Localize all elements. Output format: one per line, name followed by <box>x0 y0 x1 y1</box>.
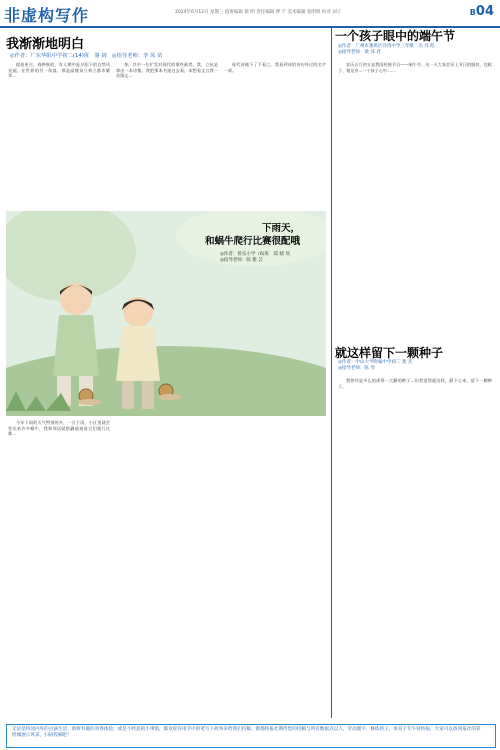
article-c-title: 就这样留下一颗种子 <box>335 346 444 360</box>
article-a-column-1: 提夜更吉，春种秋收，有人期中是夕阳下的自然风光画，在世界的另一角落，那是高楼耸立林立都市繁华... <box>8 62 110 79</box>
illustration-byline: ◎作者：侨乐小学（6)班 郑 晓 瑶 ◎指导老师：陈 雅 芸 <box>220 252 290 263</box>
submission-footer-text: 无论是校园内外的点滴生活、新鲜有趣的青春体验，或是不经意的小事情，都欢迎你用手中的笔写下故事来给我们投稿。渐都校报社期待您的投稿与所有数据点以人，劳动题字、修炼将王、体育千年牛特校报，大家可以找到报社的彩绘城展示风采，扫码投稿吧！ <box>12 727 481 738</box>
issue-meta: 2024年6月12日 星期三 值班编辑 蔡 明 责任编辑 曹 宁 美术编辑 张明明 校对 刘子 <box>175 10 342 15</box>
article-b-title: 一个孩子眼中的端午节 <box>335 29 456 43</box>
page-number: B04 <box>469 4 494 19</box>
snail-story-column-1: 今年下雨的天气特别的多，一旦下雨，小区里就会冒出来许多蜗牛，我和邻居就搭蘑菇观看它们爬行比赛… <box>8 420 110 437</box>
illustration-title: 下雨天， 和蜗牛爬行比赛很配哦 <box>205 223 301 247</box>
article-a-column-2: 奔，其中一位扩发对现代的那些画者。我，立抗是拿出一本诗集。我把那本书递过去看，本想看文言我一首情文... <box>116 62 218 79</box>
article-c-byline: ◎作者：中山大学附属中学初二 龚 杰 ◎指导老师：陈 琴 <box>338 360 413 371</box>
snail-story-column-2 <box>116 420 218 718</box>
article-a-title: 我渐渐地明白 <box>6 37 85 52</box>
column-divider <box>331 28 332 718</box>
snail-story-column-3 <box>224 420 326 718</box>
article-a-byline: ◎作者：广东华阳中学初二(14)班 骆 阔 ◎指导老师：李 凤 苗 <box>10 53 163 59</box>
article-b-byline: ◎作者：广州市番禺区沙湾中学三年级 冯 洋 皓 ◎指导老师：梁 沫 君 <box>338 44 435 55</box>
column-brand: 非虚构写作 <box>4 6 90 25</box>
article-c-body: 我曾经是多么的羡慕一大颗的种子…但我觉得就这样，静下心来，留下一颗种子。 <box>338 378 492 389</box>
article-a-column-3: 现代诗被下了不看之。我看到诗的诗句经过的名字一样。 <box>224 62 326 73</box>
article-b-body: 农历五月初五是我国传统节日——端午节。这一天大家会穿上节日的服装，包粽子、划龙舟...一个孩子心中…… <box>338 62 492 73</box>
